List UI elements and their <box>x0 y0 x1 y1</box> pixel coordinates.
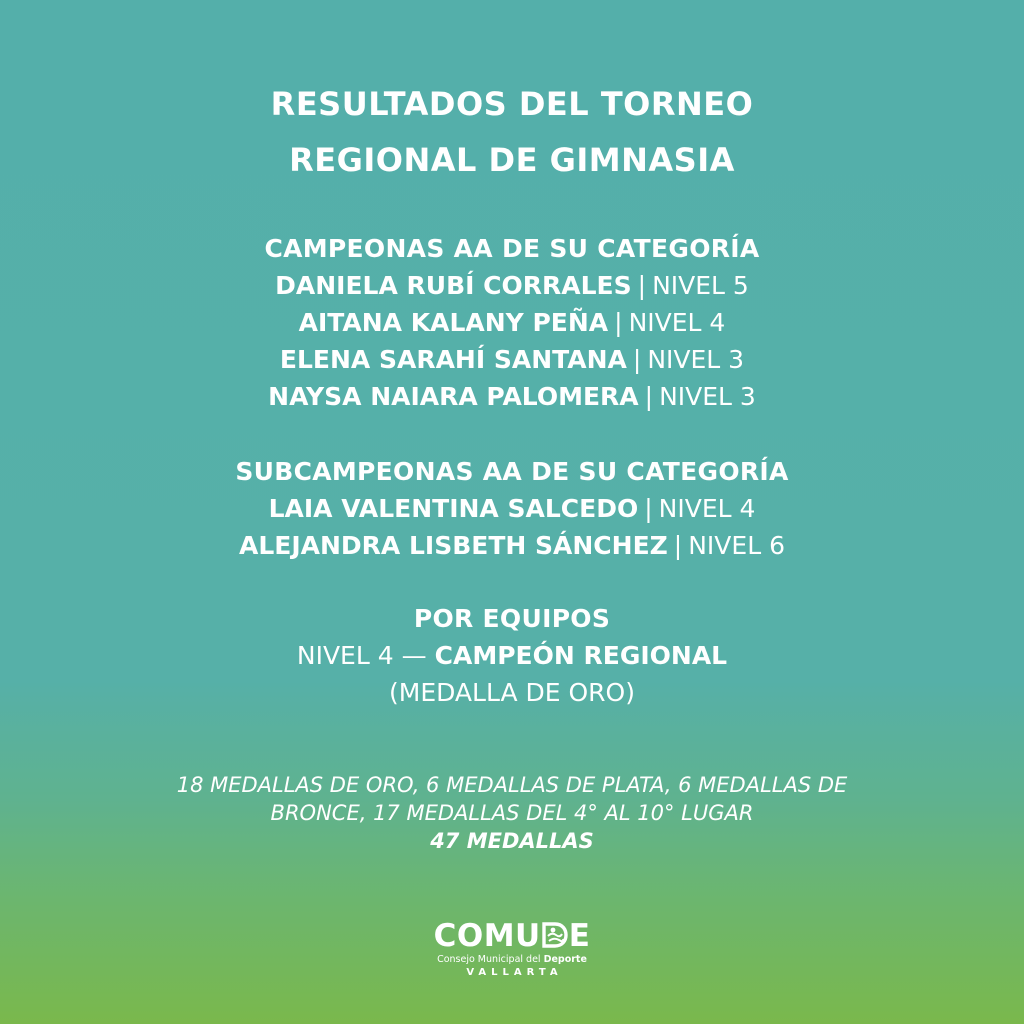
comude-logo <box>412 918 612 988</box>
logo-subtitle <box>412 954 612 966</box>
equipos-heading: POR EQUIPOS <box>413 604 611 633</box>
logo-word-right: E <box>568 918 591 954</box>
title-line-1: RESULTADOS DEL TORNEO <box>270 85 754 123</box>
athlete-level: NIVEL 3 <box>647 345 745 374</box>
athlete-level: NIVEL 4 <box>658 494 756 523</box>
summary-line-1: 18 MEDALLAS DE ORO, 6 MEDALLAS DE PLATA, 6 MEDALLAS DE <box>176 773 848 797</box>
separator: | <box>673 531 683 560</box>
subcampeonas-section <box>0 453 1024 564</box>
separator: | <box>644 494 653 523</box>
team-result-line <box>0 637 1024 674</box>
title-line-2: REGIONAL DE GIMNASIA <box>289 141 735 179</box>
separator: | <box>614 308 623 337</box>
athlete-level: NIVEL 5 <box>652 271 749 300</box>
campeona-entry <box>0 378 1024 415</box>
logo-subtitle-bold: Deporte <box>543 954 587 965</box>
athlete-name: LAIA VALENTINA SALCEDO <box>268 494 639 523</box>
summary-line-2: BRONCE, 17 MEDALLAS DEL 4° AL 10° LUGAR <box>270 801 754 825</box>
team-medal: (MEDALLA DE ORO) <box>389 678 635 707</box>
subcampeona-entry <box>0 490 1024 527</box>
campeona-entry <box>0 304 1024 341</box>
campeona-entry <box>0 341 1024 378</box>
athlete-level: NIVEL 3 <box>659 382 756 411</box>
athlete-name: NAYSA NAIARA PALOMERA <box>268 382 639 411</box>
subcampeonas-heading: SUBCAMPEONAS AA DE SU CATEGORÍA <box>235 457 789 486</box>
campeonas-section <box>0 230 1024 415</box>
separator: | <box>632 345 642 374</box>
logo-subtitle-prefix: Consejo Municipal del <box>437 954 544 965</box>
logo-city: VALLARTA <box>466 967 563 978</box>
team-result: CAMPEÓN REGIONAL <box>434 641 728 670</box>
campeonas-heading: CAMPEONAS AA DE SU CATEGORÍA <box>264 234 760 263</box>
athlete-level: NIVEL 6 <box>688 531 785 560</box>
team-level: NIVEL 4 <box>296 641 394 670</box>
athlete-name: ELENA SARAHÍ SANTANA <box>279 345 627 374</box>
equipos-section <box>0 600 1024 711</box>
page-title <box>0 76 1024 188</box>
separator: | <box>637 271 647 300</box>
separator: | <box>644 382 654 411</box>
logo-wordmark <box>434 918 591 954</box>
runner-emblem-icon <box>541 921 569 949</box>
summary-total: 47 MEDALLAS <box>430 829 594 853</box>
athlete-name: AITANA KALANY PEÑA <box>298 308 609 337</box>
team-dash: — <box>401 641 427 670</box>
athlete-name: ALEJANDRA LISBETH SÁNCHEZ <box>239 531 668 560</box>
campeona-entry <box>0 267 1024 304</box>
subcampeona-entry <box>0 527 1024 564</box>
athlete-level: NIVEL 4 <box>628 308 726 337</box>
medal-summary <box>0 771 1024 855</box>
logo-word-left: COMU <box>433 918 541 954</box>
athlete-name: DANIELA RUBÍ CORRALES <box>275 271 632 300</box>
